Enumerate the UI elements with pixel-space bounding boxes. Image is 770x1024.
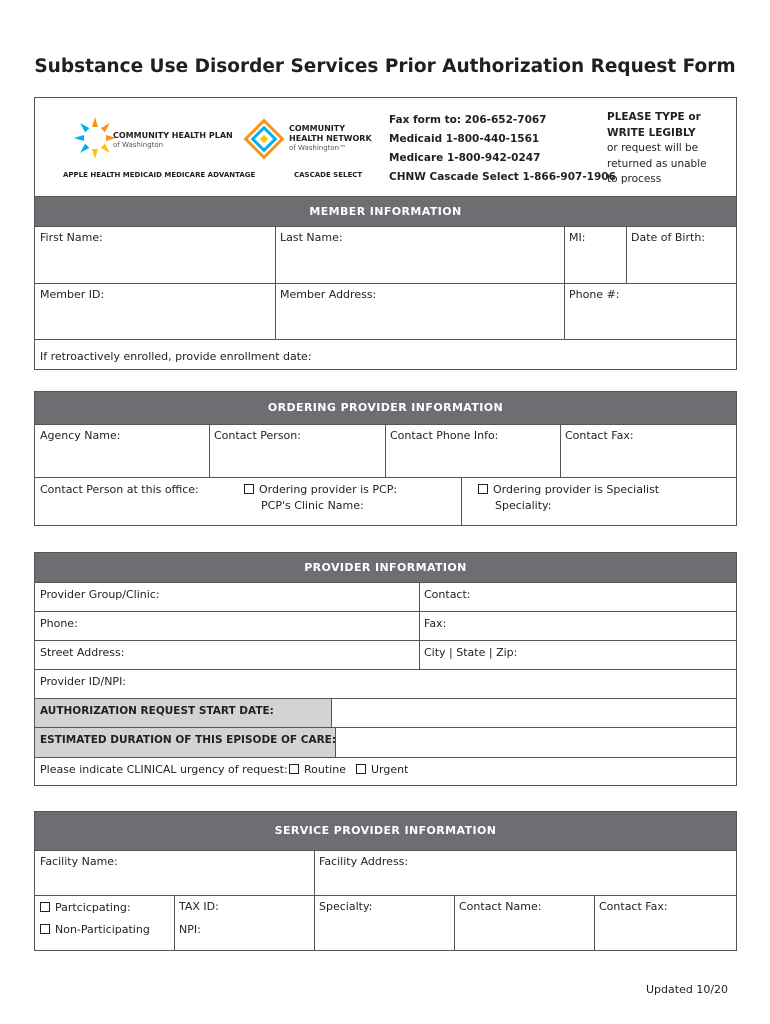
start-date-input[interactable] — [333, 699, 735, 727]
chnw-logo-line3: of Washington™ — [289, 144, 347, 152]
chp-logo-line2: of Washington — [113, 141, 164, 149]
service-npi-field[interactable]: NPI: — [179, 923, 201, 936]
contact-person-field[interactable]: Contact Person: — [214, 429, 301, 442]
network-logo-icon — [243, 118, 285, 160]
chp-logo — [73, 116, 263, 156]
note-line2: WRITE LEGIBLY — [607, 126, 696, 139]
last-name-field[interactable]: Last Name: — [280, 231, 343, 244]
member-address-field[interactable]: Member Address: — [280, 288, 377, 301]
dob-field[interactable]: Date of Birth: — [631, 231, 706, 244]
agency-name-field[interactable]: Agency Name: — [40, 429, 121, 442]
pcp-clinic-field[interactable]: PCP's Clinic Name: — [261, 499, 364, 512]
non-participating-option[interactable] — [40, 923, 150, 936]
updated-date: Updated 10/20 — [646, 983, 729, 996]
participating-checkbox[interactable] — [40, 902, 50, 912]
medicare-number: Medicare 1-800-942-0247 — [389, 152, 541, 164]
chnw-logo — [243, 118, 383, 162]
ordering-provider-section — [34, 391, 737, 526]
participating-option[interactable] — [40, 901, 131, 914]
pcp-checkbox-row[interactable] — [244, 483, 397, 496]
provider-phone-field[interactable]: Phone: — [40, 617, 78, 630]
contact-phone-field[interactable]: Contact Phone Info: — [390, 429, 499, 442]
fax-number: Fax form to: 206-652-7067 — [389, 114, 547, 126]
participating-label: Partcicpating: — [55, 901, 131, 914]
note-line4: returned as unable — [607, 157, 707, 170]
service-contact-fax-field[interactable]: Contact Fax: — [599, 900, 668, 913]
mi-field[interactable]: MI: — [569, 231, 586, 244]
retro-enrollment-field[interactable]: If retroactively enrolled, provide enrollment date: — [40, 350, 312, 363]
urgent-label: Urgent — [371, 763, 409, 776]
ordering-heading: ORDERING PROVIDER INFORMATION — [35, 392, 736, 424]
non-participating-checkbox[interactable] — [40, 924, 50, 934]
chnw-logo-line1: COMMUNITY — [289, 124, 346, 133]
member-section — [34, 196, 737, 370]
provider-npi-field[interactable]: Provider ID/NPI: — [40, 675, 127, 688]
urgent-option[interactable] — [356, 763, 408, 776]
service-heading: SERVICE PROVIDER INFORMATION — [35, 812, 736, 850]
pcp-label: Ordering provider is PCP: — [259, 483, 398, 496]
provider-group-field[interactable]: Provider Group/Clinic: — [40, 588, 160, 601]
member-id-field[interactable]: Member ID: — [40, 288, 105, 301]
contact-office-field[interactable]: Contact Person at this office: — [40, 483, 199, 496]
routine-label: Routine — [304, 763, 346, 776]
note-line3: or request will be — [607, 142, 699, 154]
non-participating-label: Non-Participating — [55, 923, 150, 936]
contact-fax-field[interactable]: Contact Fax: — [565, 429, 634, 442]
provider-section — [34, 552, 737, 786]
start-date-label: AUTHORIZATION REQUEST START DATE: — [40, 705, 274, 717]
provider-contact-field[interactable]: Contact: — [424, 588, 471, 601]
tax-id-field[interactable]: TAX ID: — [179, 900, 219, 913]
service-provider-section — [34, 811, 737, 951]
header-box — [34, 97, 737, 197]
medicaid-number: Medicaid 1-800-440-1561 — [389, 133, 540, 145]
chp-logo-subtitle: APPLE HEALTH MEDICAID MEDICARE ADVANTAGE — [63, 171, 256, 179]
facility-name-field[interactable]: Facility Name: — [40, 855, 118, 868]
member-heading: MEMBER INFORMATION — [35, 197, 736, 226]
specialist-checkbox-row[interactable] — [478, 483, 659, 496]
facility-address-field[interactable]: Facility Address: — [319, 855, 409, 868]
phone-field[interactable]: Phone #: — [569, 288, 620, 301]
routine-checkbox[interactable] — [289, 764, 299, 774]
sun-logo-icon — [73, 116, 117, 160]
specialist-checkbox[interactable] — [478, 484, 488, 494]
chnw-logo-subtitle: CASCADE SELECT — [294, 171, 363, 179]
duration-label: ESTIMATED DURATION OF THIS EPISODE OF CARE: — [40, 734, 337, 746]
urgent-checkbox[interactable] — [356, 764, 366, 774]
speciality-field[interactable]: Speciality: — [495, 499, 552, 512]
chnw-logo-line2: HEALTH NETWORK — [289, 134, 372, 143]
duration-input[interactable] — [337, 728, 735, 756]
first-name-field[interactable]: First Name: — [40, 231, 103, 244]
provider-heading: PROVIDER INFORMATION — [35, 553, 736, 582]
provider-fax-field[interactable]: Fax: — [424, 617, 447, 630]
pcp-checkbox[interactable] — [244, 484, 254, 494]
routine-option[interactable] — [289, 763, 346, 776]
note-line5: to process — [607, 173, 662, 185]
note-line1: PLEASE TYPE or — [607, 111, 701, 123]
street-address-field[interactable]: Street Address: — [40, 646, 125, 659]
page-title: Substance Use Disorder Services Prior Authorization Request Form — [34, 56, 736, 77]
specialist-label: Ordering provider is Specialist — [493, 483, 660, 496]
contact-name-field[interactable]: Contact Name: — [459, 900, 542, 913]
city-state-zip-field[interactable]: City | State | Zip: — [424, 646, 518, 659]
chp-logo-line1: COMMUNITY HEALTH PLAN — [113, 131, 233, 140]
urgency-label: Please indicate CLINICAL urgency of request: — [40, 763, 288, 776]
specialty-field[interactable]: Specialty: — [319, 900, 373, 913]
chnw-number: CHNW Cascade Select 1-866-907-1906 — [389, 171, 616, 183]
legibility-note — [607, 110, 707, 188]
